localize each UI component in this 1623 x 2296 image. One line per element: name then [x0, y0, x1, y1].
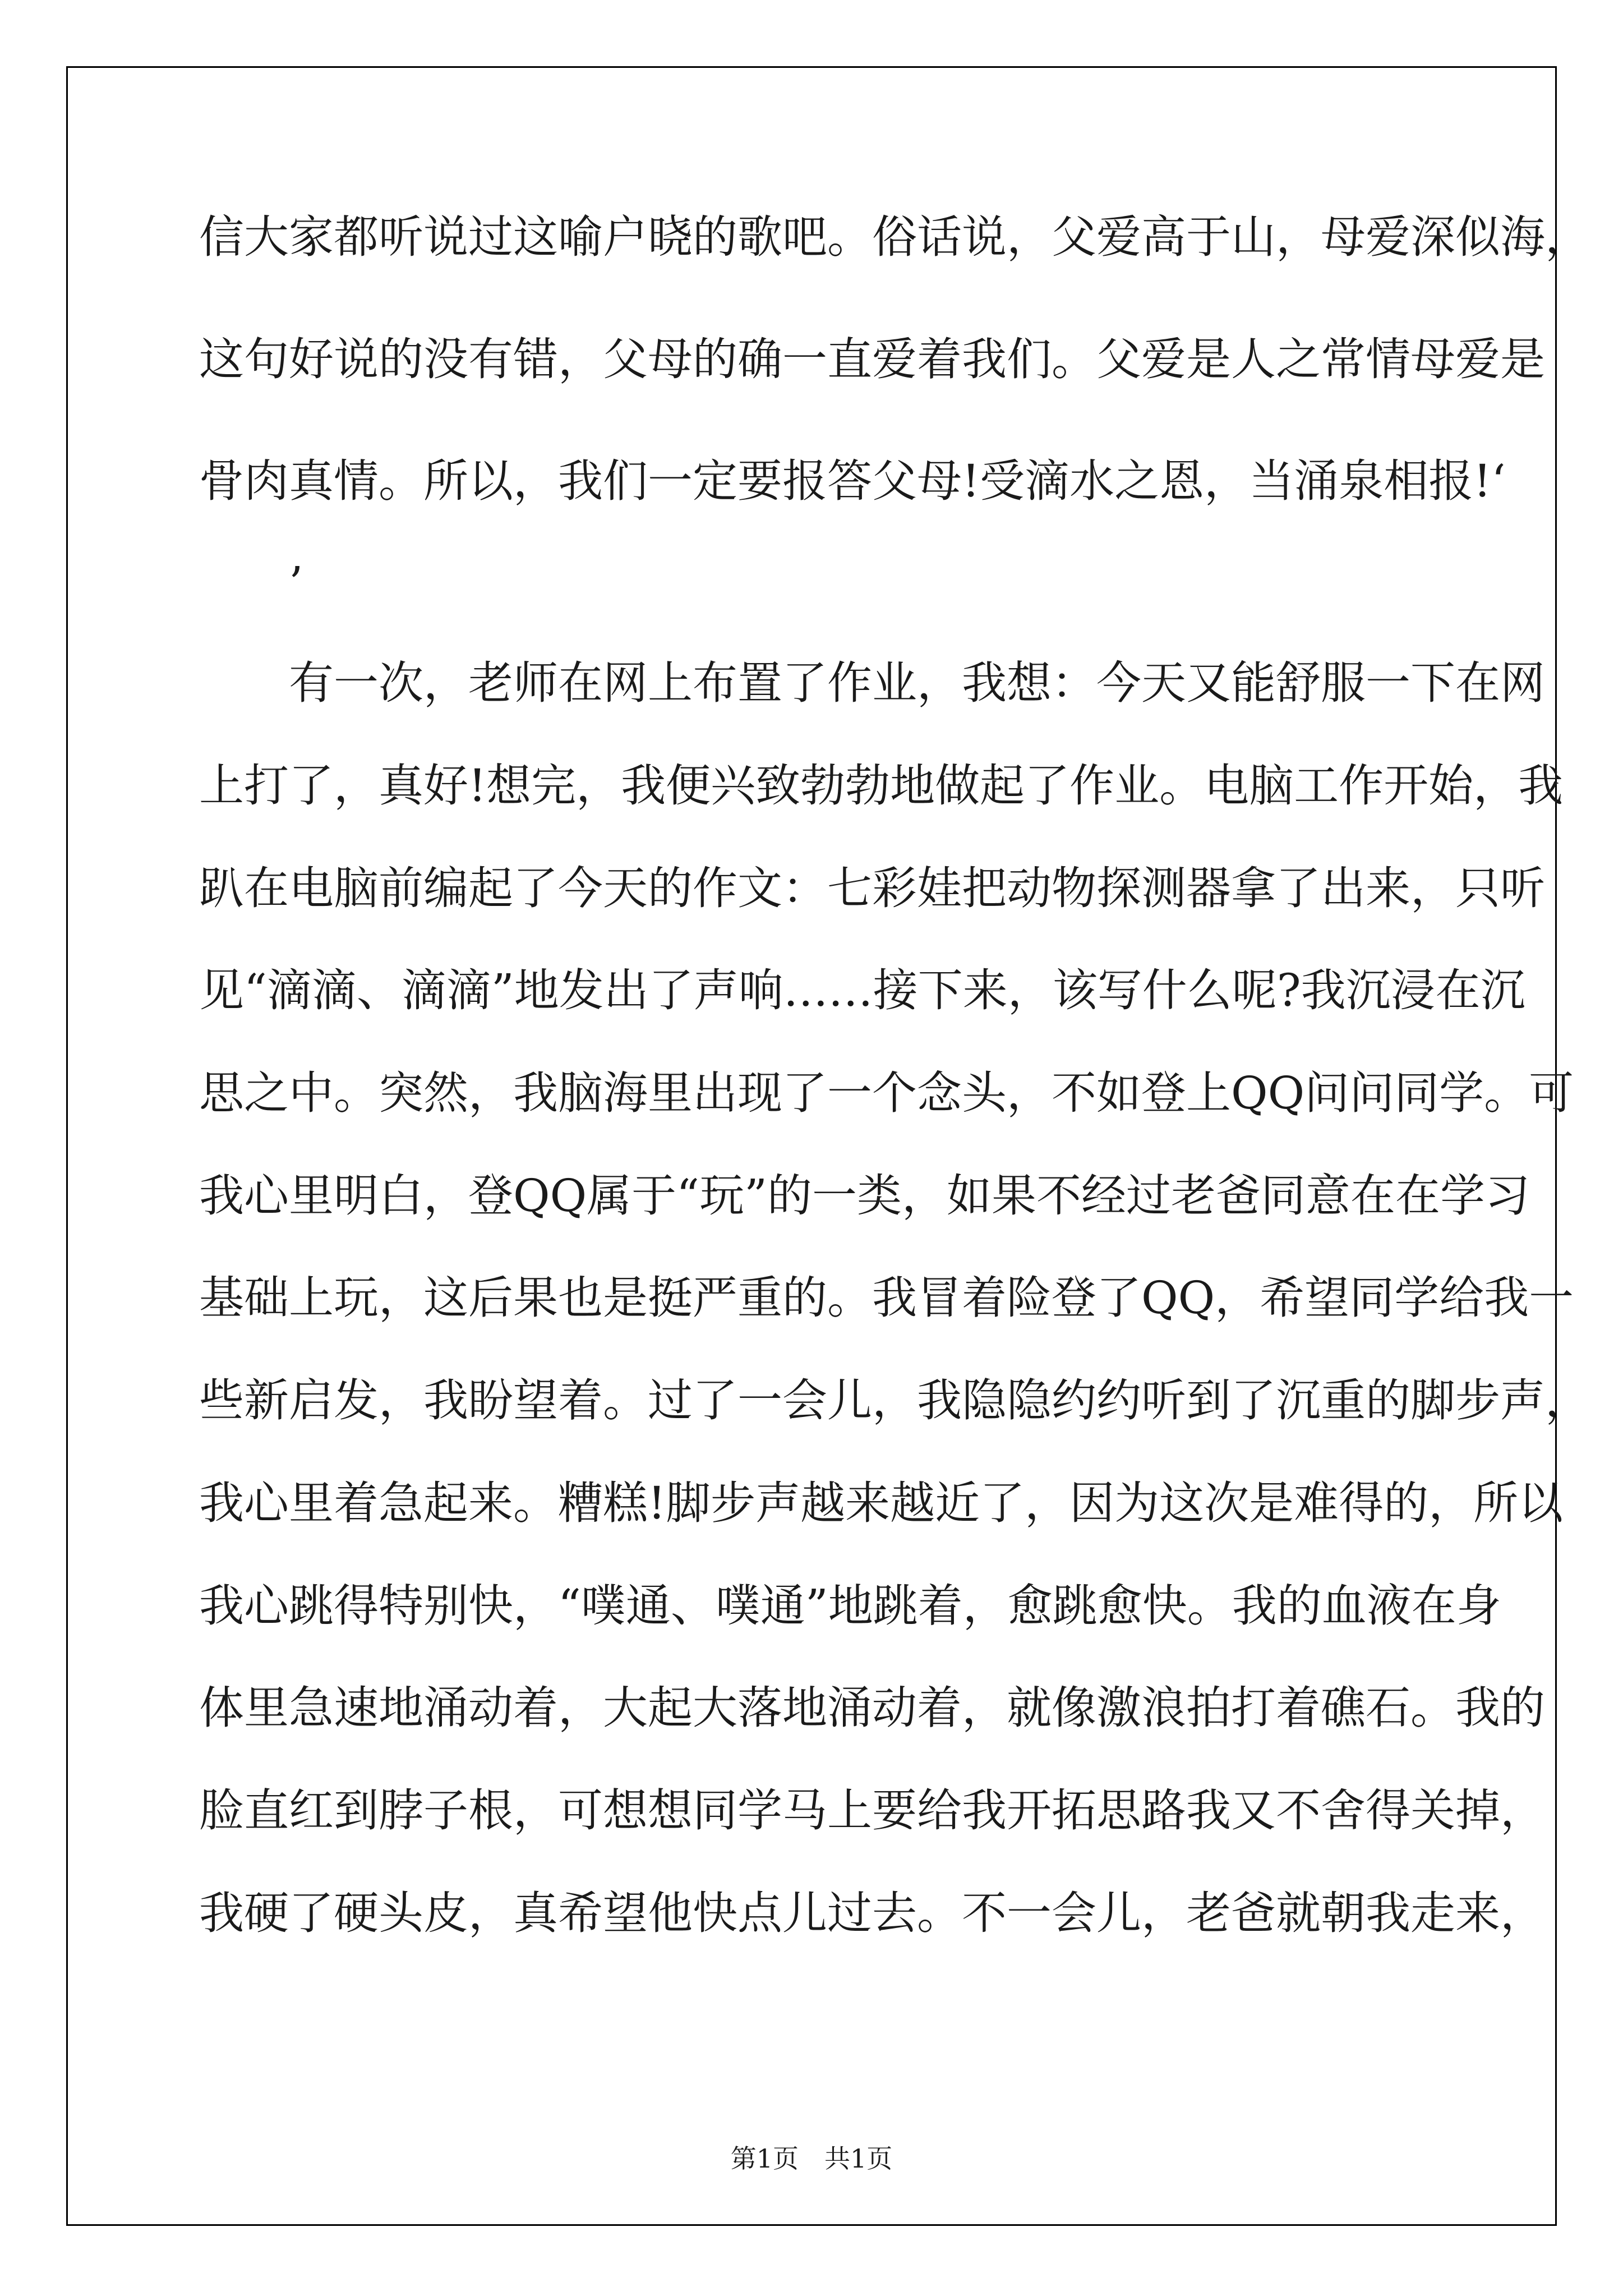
text-line: 骨肉真情。所以，我们一定要报答父母!受滴水之恩，当涌泉相报!‘	[199, 455, 1506, 507]
text-line: 有一次，老师在网上布置了作业，我想：今天又能舒服一下在网	[199, 657, 1545, 709]
text-line: 些新启发，我盼望着。过了一会儿，我隐隐约约听到了沉重的脚步声，	[199, 1374, 1590, 1427]
text-line: 趴在电脑前编起了今天的作文：七彩娃把动物探测器拿了出来，只听	[199, 862, 1545, 914]
text-line: 上打了，真好!想完，我便兴致勃勃地做起了作业。电脑工作开始，我	[199, 760, 1564, 812]
text-line: 我硬了硬头皮，真希望他快点儿过去。不一会儿，老爸就朝我走来，	[199, 1887, 1545, 1939]
text-line: ’	[199, 557, 303, 609]
text-line: 我心跳得特别快，“噗通、噗通”地跳着，愈跳愈快。我的血液在身	[199, 1580, 1501, 1632]
text-line: 信大家都听说过这喻户晓的歌吧。俗话说，父爱高于山，母爱深似海，	[199, 211, 1590, 263]
text-line: 这句好说的没有错，父母的确一直爱着我们。父爱是人之常情母爱是	[199, 333, 1545, 385]
page-number: 第1页 共1页	[730, 2143, 893, 2174]
text-line: 我心里明白，登QQ属于“玩”的一类，如果不经过老爸同意在在学习	[199, 1170, 1530, 1222]
text-line: 思之中。突然，我脑海里出现了一个念头，不如登上QQ问问同学。可	[199, 1067, 1574, 1119]
text-line: 脸直红到脖子根，可想想同学马上要给我开拓思路我又不舍得关掉，	[199, 1784, 1545, 1837]
text-line: 体里急速地涌动着，大起大落地涌动着，就像激浪拍打着礁石。我的	[199, 1682, 1545, 1734]
text-line: 我心里着急起来。糟糕!脚步声越来越近了，因为这次是难得的，所以	[199, 1477, 1564, 1529]
text-line: 基础上玩，这后果也是挺严重的。我冒着险登了QQ，希望同学给我一	[199, 1272, 1574, 1324]
text-line: 见“滴滴、滴滴”地发出了声响……接下来，该写什么呢?我沉浸在沉	[199, 964, 1525, 1016]
